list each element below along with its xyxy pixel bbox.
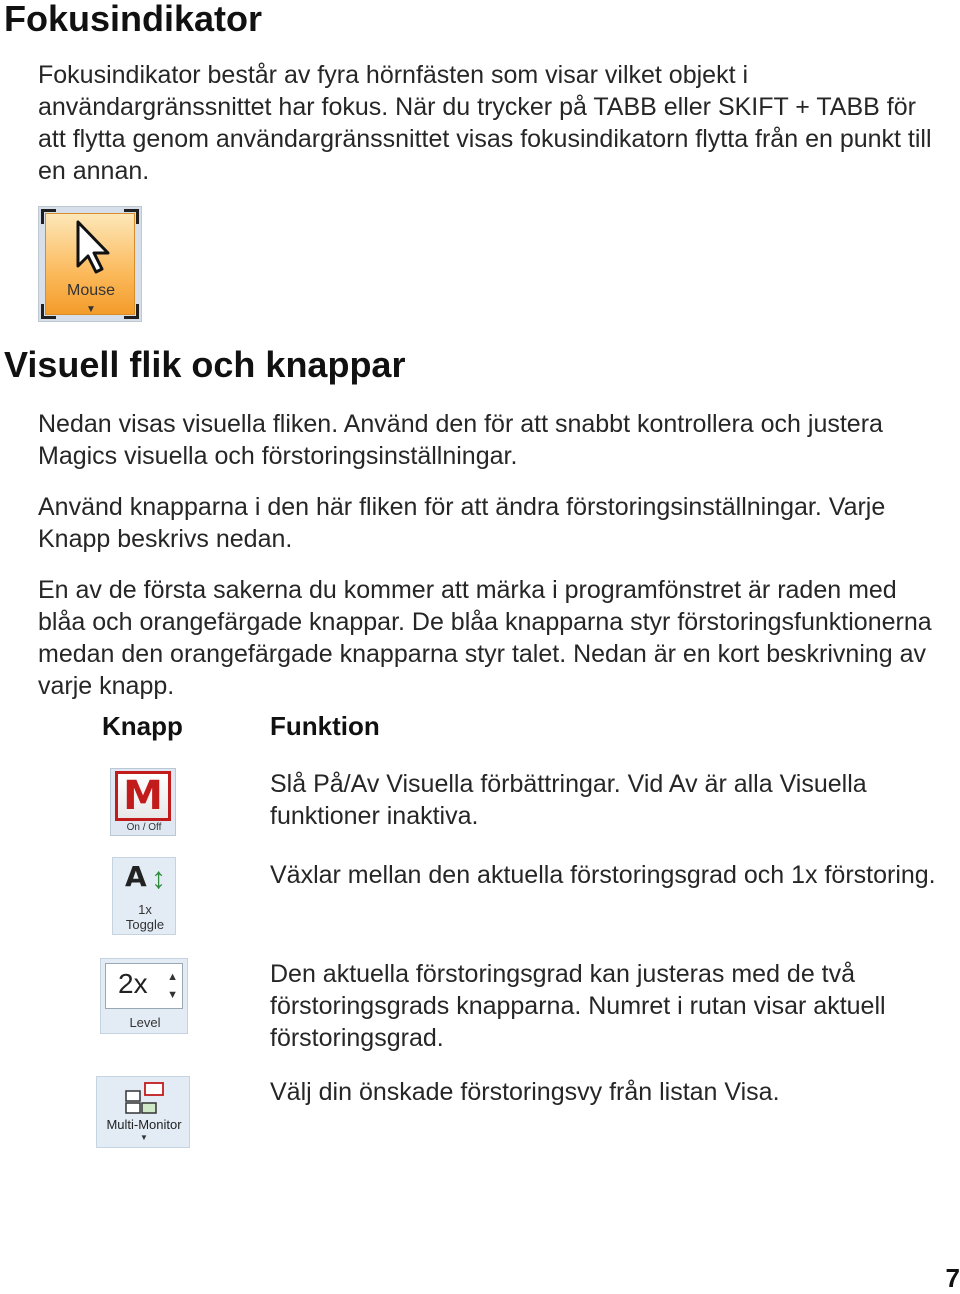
button-caption: Level (129, 1015, 161, 1030)
multi-monitor-icon (125, 1081, 165, 1117)
page-number: 7 (945, 1263, 960, 1293)
mouse-button-image (38, 206, 142, 322)
button-caption: Multi-Monitor (106, 1117, 182, 1132)
mouse-button-face (45, 213, 135, 315)
focus-corner-top-right (124, 209, 139, 224)
table-row-description: Den aktuella förstoringsgrad kan justeras med de två förstoringsgrads knapparna. Numret i rutan visar aktuell förstoringsgrad. (270, 960, 886, 1052)
focus-corner-bottom-left (41, 304, 56, 319)
paragraph-fokusindikator: Fokusindikator består av fyra hörnfästen som visar vilket objekt i användargränssnittet har fokus. När du trycker på TABB eller SKIFT + TABB för att flytta genom användargränssnittet visas fokusindikatorn flytta från en punkt till en annan. (38, 61, 932, 185)
level-spinner-box (105, 963, 183, 1009)
button-caption: Toggle (125, 917, 165, 932)
chevron-down-icon: ▼ (86, 304, 96, 315)
table-row-description: Välj din önskade förstoringsvy från listan Visa. (270, 1078, 780, 1106)
paragraph-knapparna: Använd knapparna i den här fliken för att ändra förstoringsinställningar. Varje Knapp beskrivs nedan. (38, 493, 886, 553)
level-spinner-icon: ▲ ▼ (167, 971, 178, 1001)
level-value: 2x (118, 968, 148, 999)
button-caption: On / Off (126, 822, 162, 833)
mouse-button-label: Mouse (66, 282, 116, 299)
level-spinner-button-image (100, 958, 188, 1034)
mouse-pointer-icon (72, 220, 112, 276)
heading-visuell-flik: Visuell flik och knappar (4, 344, 406, 385)
toggle-1x-icon: ↕ (151, 862, 166, 895)
heading-fokusindikator: Fokusindikator (4, 0, 263, 39)
focus-corner-top-left (41, 209, 56, 224)
focus-corner-bottom-right (124, 304, 139, 319)
table-row-description: Växlar mellan den aktuella förstoringsgrad och 1x förstoring. (270, 861, 936, 889)
paragraph-knapprad: En av de första sakerna du kommer att märka i programfönstret är raden med blåa och orangefärgade knappar. De blåa knapparna styr förstoringsfunktionerna medan den orangefärgade knapparna styr talet. Nedan är en kort beskrivning av varje knapp. (38, 576, 932, 700)
table-header-function: Funktion (270, 711, 380, 741)
toggle-1x-button-image (112, 857, 176, 935)
button-caption: 1x (138, 902, 152, 917)
text-size-icon: A (125, 860, 147, 893)
chevron-down-icon: ▼ (140, 1133, 148, 1142)
paragraph-visuella-fliken: Nedan visas visuella fliken. Använd den för att snabbt kontrollera och justera Magics visuella och förstoringsinställningar. (38, 410, 883, 470)
table-row-description: Slå På/Av Visuella förbättringar. Vid Av är alla Visuella funktioner inaktiva. (270, 770, 867, 830)
magic-onoff-button-image (110, 768, 176, 836)
table-header-button: Knapp (102, 711, 183, 741)
magic-onoff-icon: M (115, 771, 171, 821)
multi-monitor-button-image (96, 1076, 190, 1148)
